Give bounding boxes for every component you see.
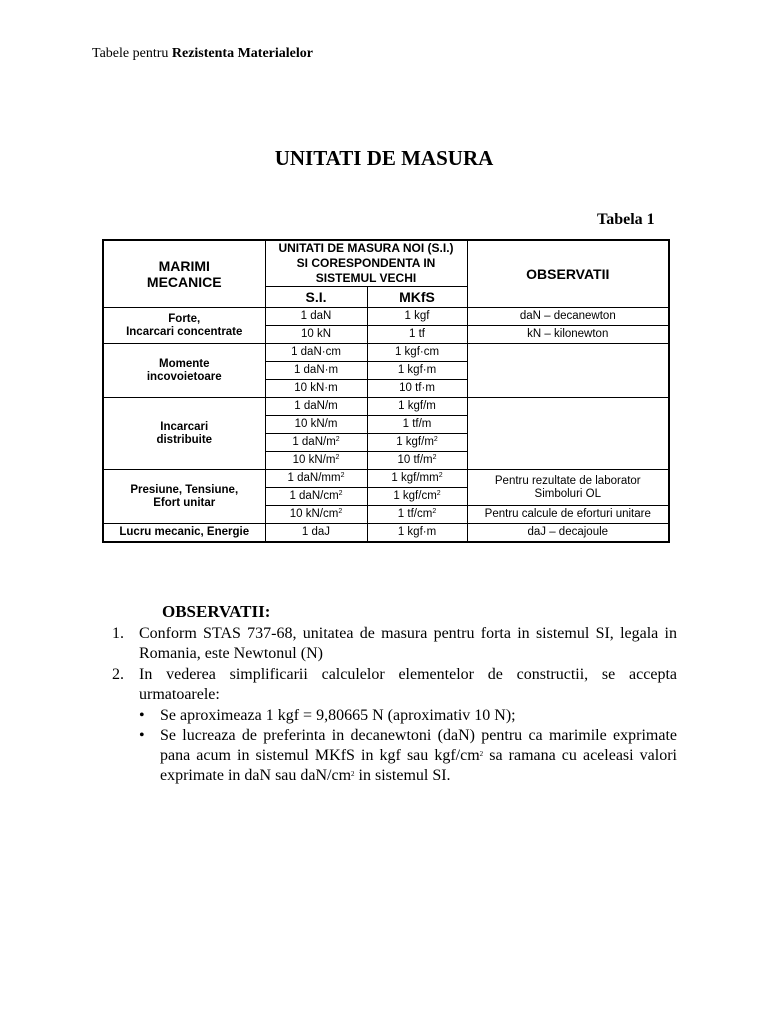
observation-item: 2. In vederea simplificarii calculelor elementelor de constructii, se accepta urmatoarele: — [112, 666, 677, 703]
header-si: S.I. — [265, 287, 367, 308]
table-label: Tabela 1 — [597, 211, 655, 228]
header-units: UNITATI DE MASURA NOI (S.I.) SI CORESPONDENTA IN SISTEMUL VECHI — [265, 240, 467, 287]
observations-title: OBSERVATII: — [162, 602, 271, 621]
table-row — [103, 470, 669, 488]
bullet-icon: • — [139, 727, 145, 744]
si-unit-cell: 10 kN — [265, 326, 367, 344]
quantity-cell: Forte, Incarcari concentrate — [103, 308, 265, 344]
si-unit-cell: 10 $kN/m^2$ — [265, 452, 367, 470]
table-row — [103, 344, 669, 362]
header-prefix: Tabele pentru — [92, 46, 169, 61]
si-unit-cell: 1 daN/m — [265, 398, 367, 416]
mkfs-unit-cell: 1 tf — [367, 326, 467, 344]
units-table — [102, 239, 670, 543]
observation-cell: daN – decanewton — [467, 308, 669, 326]
header-quantity: MARIMI MECANICE — [103, 240, 265, 308]
si-unit-cell: 1 daN/$mm^2$ — [265, 470, 367, 488]
si-unit-cell: 1 daJ — [265, 524, 367, 543]
quantity-cell: Momente incovoietoare — [103, 344, 265, 398]
mkfs-unit-cell: 1 kgf/$mm^2$ — [367, 470, 467, 488]
observation-cell — [467, 398, 669, 470]
si-unit-cell: 1 daN/$cm^2$ — [265, 488, 367, 506]
observations-list — [112, 624, 677, 786]
mkfs-unit-cell: 1 kgf·cm — [367, 344, 467, 362]
quantity-cell: Lucru mecanic, Energie — [103, 524, 265, 543]
observation-item: 1. Conform STAS 737-68, unitatea de masura pentru forta in sistemul SI, legala in Romania, este Newtonul (N) — [112, 625, 677, 662]
si-unit-cell: 10 $kN/cm^2$ — [265, 506, 367, 524]
observation-bullets — [112, 706, 677, 786]
si-unit-cell: 10 kN·m — [265, 380, 367, 398]
table-row — [103, 398, 669, 416]
bullet-item: • Se lucreaza de preferinta in decanewtoni (daN) pentru ca marimile exprimate pana acum in sistemul MKfS in kgf sau kgf/$cm^2$ sa ramana cu aceleasi valori exprimate in daN sau daN/$cm^2$ in sistemul SI. — [139, 727, 678, 784]
mkfs-unit-cell: 10 $tf/m^2$ — [367, 452, 467, 470]
mkfs-unit-cell: 1 kgf·m — [367, 524, 467, 543]
si-unit-cell: 10 kN/m — [265, 416, 367, 434]
mkfs-unit-cell: 10 tf·m — [367, 380, 467, 398]
observation-cell: Pentru calcule de eforturi unitare — [467, 506, 669, 524]
quantity-cell: Presiune, Tensiune, Efort unitar — [103, 470, 265, 524]
table-row — [103, 308, 669, 326]
si-unit-cell: 1 daN·m — [265, 362, 367, 380]
bullet-icon: • — [139, 707, 145, 724]
mkfs-unit-cell: 1 kgf/m — [367, 398, 467, 416]
observation-cell — [467, 344, 669, 398]
observation-cell: kN – kilonewton — [467, 326, 669, 344]
header-subject: Rezistenta Materialelor — [171, 46, 313, 61]
mkfs-unit-cell: 1 kgf/$cm^2$ — [367, 488, 467, 506]
page-title: UNITATI DE MASURA — [274, 146, 494, 170]
observation-cell: Pentru rezultate de laborator Simboluri OL — [467, 470, 669, 506]
mkfs-unit-cell: 1 $tf/cm^2$ — [367, 506, 467, 524]
si-unit-cell: 1 daN·cm — [265, 344, 367, 362]
si-unit-cell: 1 daN/$m^2$ — [265, 434, 367, 452]
table-row — [103, 524, 669, 543]
mkfs-unit-cell: 1 tf/m — [367, 416, 467, 434]
mkfs-unit-cell: 1 kgf — [367, 308, 467, 326]
page-header — [92, 46, 313, 62]
mkfs-unit-cell: 1 kgf·m — [367, 362, 467, 380]
header-observations: OBSERVATII — [467, 240, 669, 308]
header-mkfs: MKfS — [367, 287, 467, 308]
quantity-cell: Incarcari distribuite — [103, 398, 265, 470]
bullet-item: • Se aproximeaza 1 kgf = 9,80665 N (aproximativ 10 N); — [139, 707, 516, 724]
observation-cell: daJ – decajoule — [467, 524, 669, 543]
mkfs-unit-cell: 1 kgf/$m^2$ — [367, 434, 467, 452]
si-unit-cell: 1 daN — [265, 308, 367, 326]
